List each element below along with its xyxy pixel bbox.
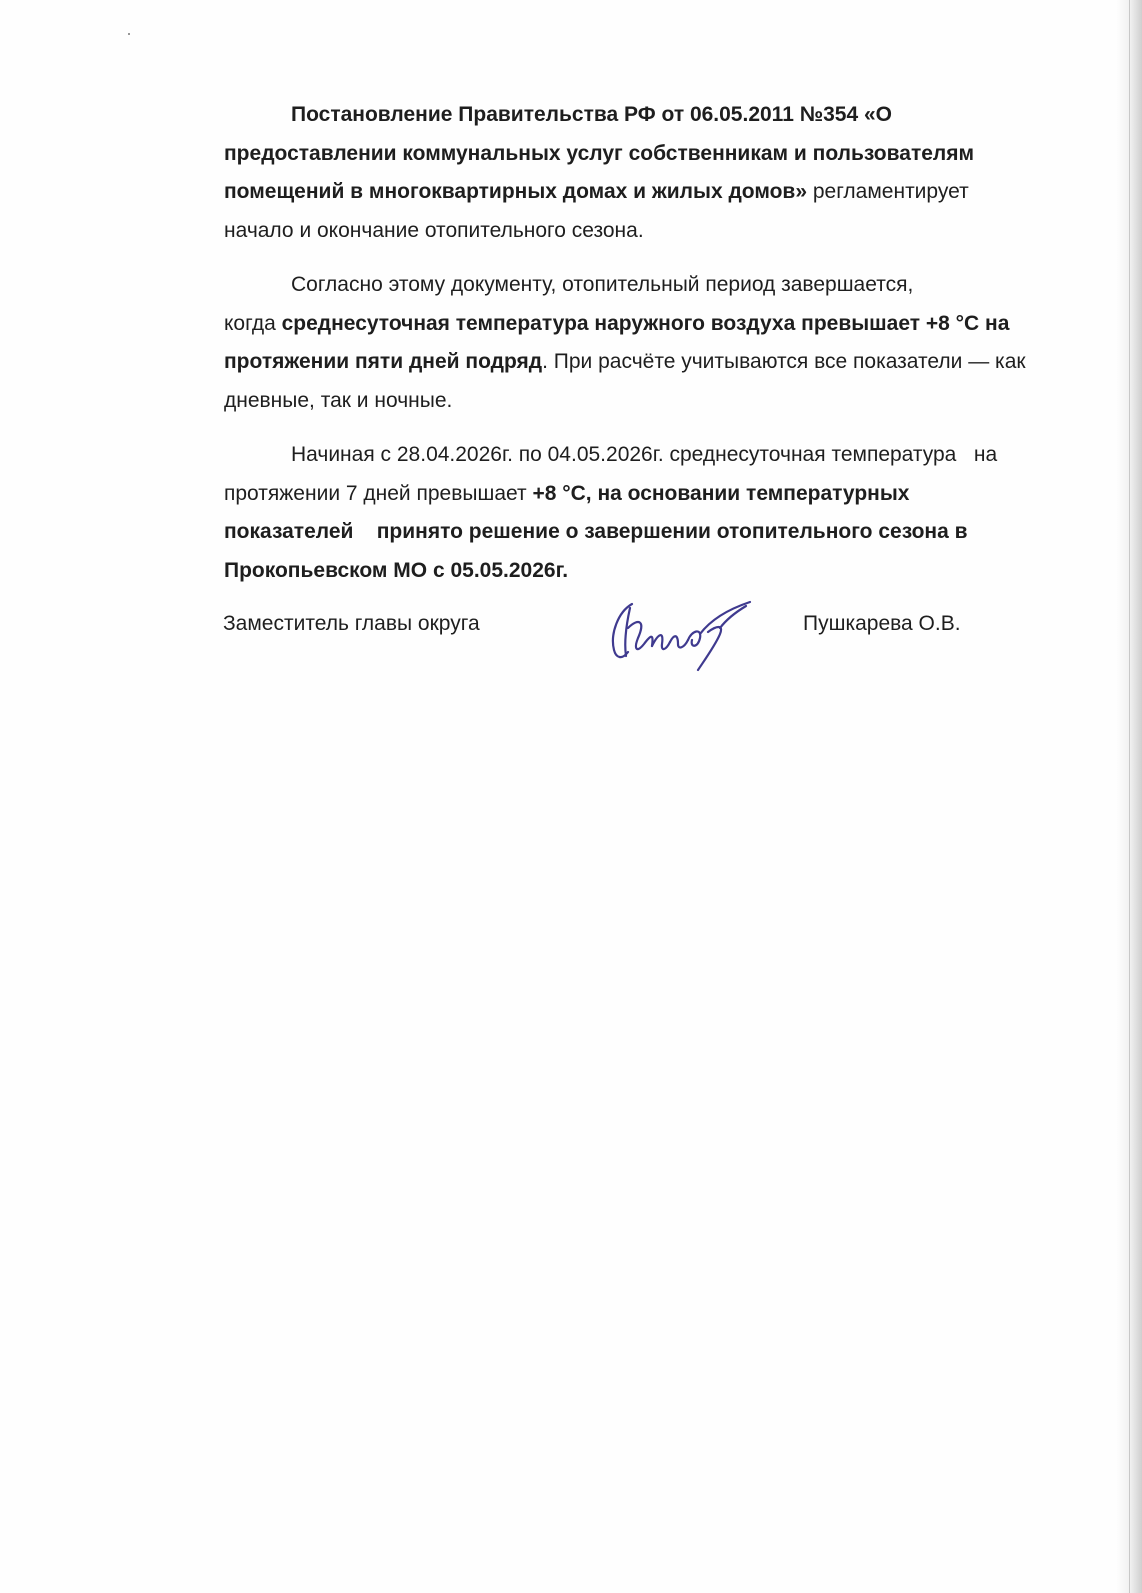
signatory-name: Пушкарева О.В.	[803, 612, 961, 635]
condition-line4: дневные, так и ночные.	[224, 388, 453, 412]
condition-line3-rest: . При расчёте учитываются все показатели — как	[542, 350, 1026, 373]
regulation-text-line3: регламентирует	[807, 180, 969, 203]
scan-speck	[128, 33, 130, 35]
signature-block	[223, 608, 1043, 688]
decision-line2-bold: +8 °С, на основании температурных	[532, 481, 910, 505]
paragraph-decision	[157, 436, 1047, 590]
condition-line2-start: когда	[224, 311, 282, 335]
decision-line4-bold: Прокопьевском МО с 05.05.2026г.	[224, 558, 569, 582]
regulation-title-line2: предоставлении коммунальных услуг собственникам и пользователям	[224, 141, 975, 165]
document-body	[157, 96, 1047, 606]
regulation-title-line1: Постановление Правительства РФ от 06.05.2011 №354 «О	[291, 103, 893, 126]
decision-line3-bold: показателей принято решение о завершении отопительного сезона в	[224, 520, 968, 543]
condition-line2-bold: среднесуточная температура наружного воздуха превышает +8 °С на	[281, 311, 1010, 335]
decision-line1: Начиная с 28.04.2026г. по 04.05.2026г. среднесуточная температура на	[291, 443, 998, 466]
paragraph-condition	[157, 266, 1047, 420]
signatory-position: Заместитель главы округа	[223, 612, 480, 635]
paragraph-regulation	[157, 96, 1047, 250]
page-edge-line	[1129, 0, 1130, 1593]
condition-line3-bold: протяжении пяти дней подряд	[224, 350, 543, 373]
handwritten-signature	[608, 598, 768, 678]
decision-line2-start: протяжении 7 дней превышает	[224, 481, 533, 505]
condition-line1: Согласно этому документу, отопительный период завершается,	[291, 273, 914, 296]
regulation-title-line3: помещений в многоквартирных домах и жилых домов»	[224, 180, 808, 203]
regulation-text-line4: начало и окончание отопительного сезона.	[224, 218, 644, 242]
